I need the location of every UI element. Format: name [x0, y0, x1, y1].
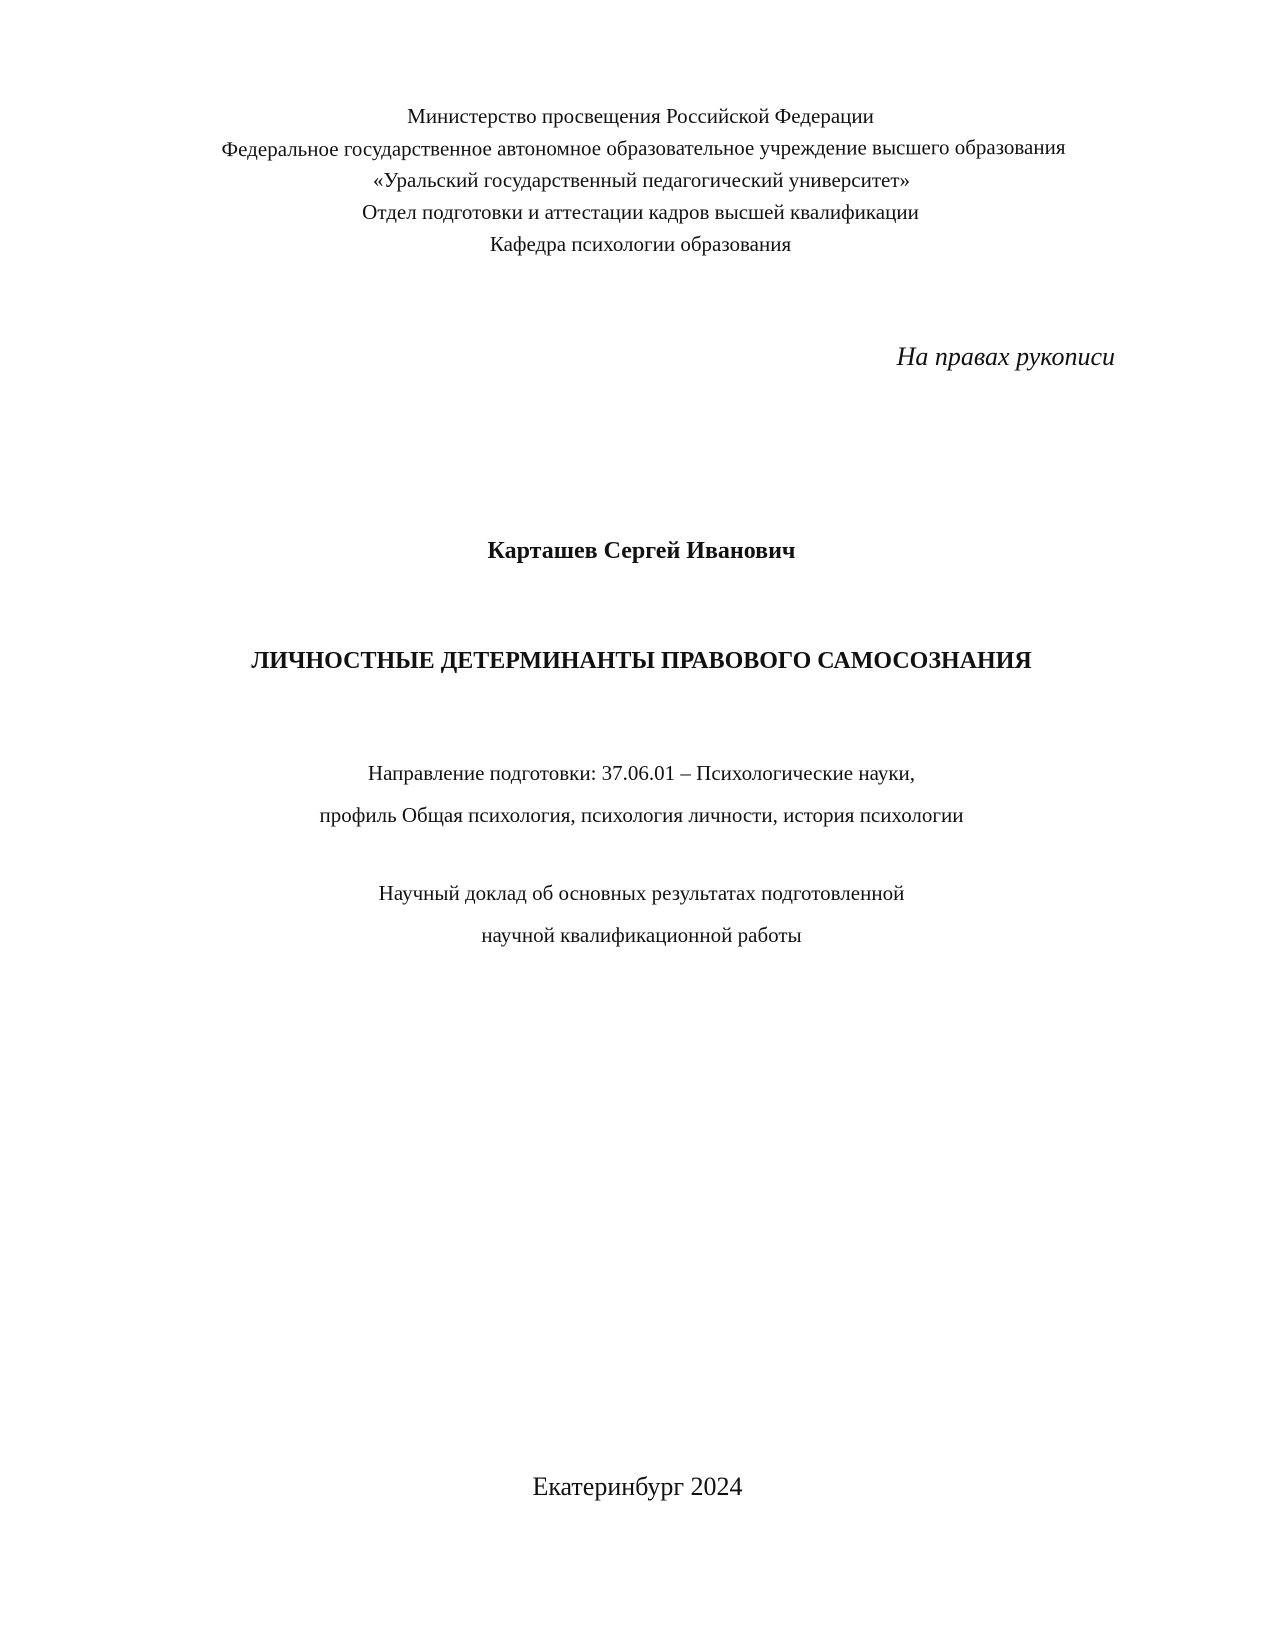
direction-line-1: Направление подготовки: 37.06.01 – Психологические науки,	[367, 761, 916, 785]
document-title: ЛИЧНОСТНЫЕ ДЕТЕРМИНАНТЫ ПРАВОВОГО САМОСОЗНАНИЯ	[251, 648, 1032, 674]
report-description	[0, 872, 1275, 956]
department-name: Отдел подготовки и аттестации кадров высшей квалификации	[362, 200, 919, 224]
report-line-1: Научный доклад об основных результатах подготовленной	[378, 881, 905, 905]
report-line-2: научной квалификационной работы	[481, 923, 802, 947]
direction-line-2: профиль Общая психология, психология личности, история психологии	[319, 803, 964, 827]
city-year: Екатеринбург 2024	[532, 1472, 743, 1501]
ministry-name: Министерство просвещения Российской Федерации	[407, 104, 874, 128]
training-direction	[0, 752, 1275, 836]
author-name: Карташев Сергей Иванович	[487, 538, 796, 564]
chair-name: Кафедра психологии образования	[489, 232, 792, 256]
header-block	[0, 100, 1275, 260]
university-name: «Уральский государственный педагогический университет»	[372, 168, 911, 192]
manuscript-note: На правах рукописи	[896, 342, 1115, 371]
institution-type: Федеральное государственное автономное образовательное учреждение высшего образования	[221, 134, 1066, 162]
